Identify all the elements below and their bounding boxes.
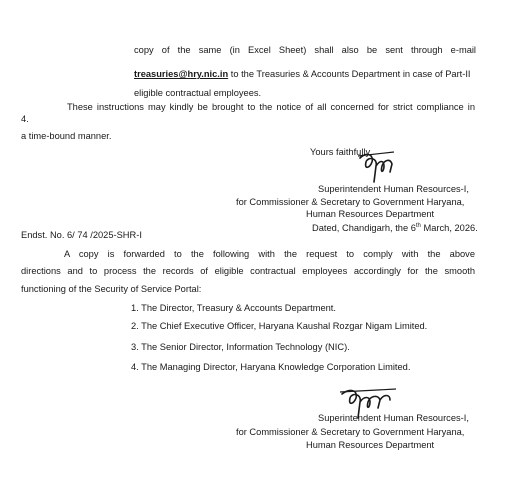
recipient-item: 1. The Director, Treasury & Accounts Department. <box>131 303 336 313</box>
para3-line1: copy of the same (in Excel Sheet) shall also be sent through e-mail <box>134 45 476 55</box>
forward-line3: functioning of the Security of Service Portal: <box>21 284 202 294</box>
signatory2-dept: Human Resources Department <box>306 440 435 450</box>
dated-prefix: Dated, Chandigarh, the 6 <box>312 223 416 233</box>
closing-yours-faithfully: Yours faithfully, <box>310 147 373 157</box>
signature-1 <box>356 148 398 186</box>
signatory1-dated <box>312 222 478 234</box>
para3-line2-text: to the Treasuries & Accounts Department in case of Part-II <box>230 69 471 79</box>
para4-line1: These instructions may kindly be brought to the notice of all concerned for strict compliance in <box>67 102 475 112</box>
recipient-item: 2. The Chief Executive Officer, Haryana Kaushal Rozgar Nigam Limited. <box>131 321 428 331</box>
signatory2-for: for Commissioner & Secretary to Government Haryana, <box>236 427 465 437</box>
signatory1-dept: Human Resources Department <box>306 209 435 219</box>
para3-line2 <box>134 68 471 80</box>
dated-suffix: March, 2026. <box>420 223 478 233</box>
recipient-item: 3. The Senior Director, Information Technology (NIC). <box>131 342 350 352</box>
dated-sup: th <box>415 222 421 229</box>
para4-number: 4. <box>21 114 29 124</box>
endorsement-number: Endst. No. 6/ 74 /2025-SHR-I <box>21 230 142 240</box>
signatory1-title: Superintendent Human Resources-I, <box>318 184 469 194</box>
treasuries-email-link[interactable]: treasuries@hry.nic.in <box>134 69 229 79</box>
recipient-item: 4. The Managing Director, Haryana Knowledge Corporation Limited. <box>131 362 411 372</box>
forward-line2: directions and to process the records of eligible contractual employees accordingly for the smooth <box>21 266 475 276</box>
signatory1-for: for Commissioner & Secretary to Government Haryana, <box>236 197 465 207</box>
signatory2-title: Superintendent Human Resources-I, <box>318 413 469 423</box>
para3-line3: eligible contractual employees. <box>134 88 262 98</box>
forward-line1: A copy is forwarded to the following with the request to comply with the above <box>64 249 475 259</box>
para4-line2: a time-bound manner. <box>21 131 112 141</box>
